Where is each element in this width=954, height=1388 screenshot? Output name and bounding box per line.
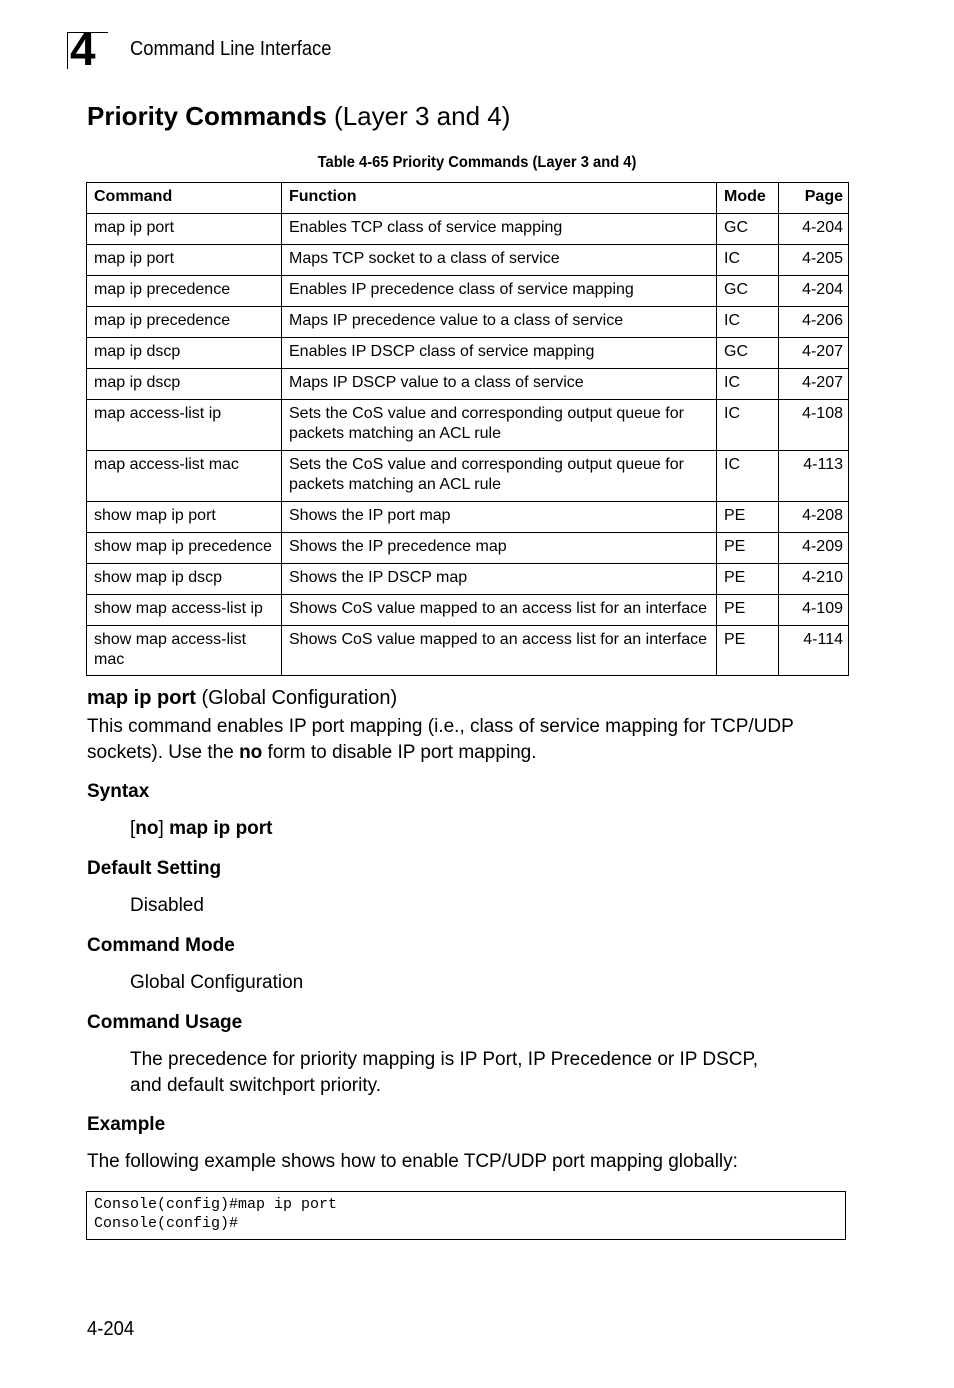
- table-row: [87, 451, 849, 502]
- command-name: map ip port: [87, 687, 196, 709]
- column-header-command: Command: [87, 183, 282, 214]
- cell-page: 4-208: [779, 502, 849, 533]
- column-header-page: Page: [779, 183, 849, 214]
- default-setting-value: Disabled: [130, 895, 204, 916]
- cell-command: map ip dscp: [87, 338, 282, 369]
- cell-function: Enables TCP class of service mapping: [282, 214, 717, 245]
- table-row: [87, 595, 849, 626]
- cell-page: 4-206: [779, 307, 849, 338]
- table-row: [87, 276, 849, 307]
- command-usage-line1: The precedence for priority mapping is IP Port, IP Precedence or IP DSCP,: [130, 1049, 759, 1070]
- command-description: [87, 714, 857, 766]
- command-description-part2: form to disable IP port mapping.: [262, 742, 537, 763]
- cell-command: show map ip dscp: [87, 564, 282, 595]
- syntax-open-bracket: [: [130, 818, 136, 839]
- cell-mode: IC: [717, 400, 779, 451]
- section-title-rest: (Layer 3 and 4): [326, 101, 511, 131]
- cell-mode: PE: [717, 595, 779, 626]
- cell-function: Maps IP DSCP value to a class of service: [282, 369, 717, 400]
- table-row: [87, 338, 849, 369]
- table-row: [87, 245, 849, 276]
- cell-command: map ip dscp: [87, 369, 282, 400]
- cell-function: Sets the CoS value and corresponding output queue for packets matching an ACL rule: [282, 451, 717, 502]
- cell-command: show map ip precedence: [87, 533, 282, 564]
- cell-function: Shows the IP precedence map: [282, 533, 717, 564]
- example-heading: Example: [87, 1114, 166, 1135]
- cell-page: 4-109: [779, 595, 849, 626]
- command-mode-value: Global Configuration: [130, 972, 304, 993]
- cell-page: 4-207: [779, 338, 849, 369]
- cell-mode: IC: [717, 369, 779, 400]
- table-row: [87, 626, 849, 676]
- table-row: [87, 214, 849, 245]
- cell-mode: GC: [717, 214, 779, 245]
- syntax-heading: Syntax: [87, 781, 150, 802]
- cell-function: Maps IP precedence value to a class of service: [282, 307, 717, 338]
- syntax-line: [130, 816, 273, 842]
- cell-page: 4-108: [779, 400, 849, 451]
- cell-command: map ip port: [87, 245, 282, 276]
- cell-command: map ip precedence: [87, 276, 282, 307]
- table-row: [87, 502, 849, 533]
- code-line: Console(config)#map ip port: [94, 1196, 338, 1213]
- chapter-number: 4: [70, 23, 96, 75]
- cell-page: 4-204: [779, 214, 849, 245]
- syntax-close-bracket: ]: [158, 818, 170, 839]
- cell-page: 4-113: [779, 451, 849, 502]
- cell-mode: PE: [717, 502, 779, 533]
- command-context: (Global Configuration): [195, 687, 398, 709]
- command-description-part1: This command enables IP port mapping (i.e., class of service mapping for TCP/UDP sockets). Use the: [87, 716, 794, 763]
- table-row: [87, 307, 849, 338]
- page-number: 4-204: [87, 1318, 135, 1340]
- cell-mode: IC: [717, 307, 779, 338]
- cell-page: 4-205: [779, 245, 849, 276]
- cell-function: Shows the IP port map: [282, 502, 717, 533]
- cell-function: Shows CoS value mapped to an access list for an interface: [282, 626, 717, 676]
- cell-page: 4-207: [779, 369, 849, 400]
- table-caption: Table 4-65 Priority Commands (Layer 3 and 4): [317, 154, 637, 171]
- cell-function: Enables IP precedence class of service mapping: [282, 276, 717, 307]
- syntax-no: no: [135, 818, 159, 839]
- table-row: [87, 369, 849, 400]
- default-setting-heading: Default Setting: [87, 858, 222, 879]
- cell-mode: PE: [717, 626, 779, 676]
- table-row: [87, 564, 849, 595]
- cell-command: map ip port: [87, 214, 282, 245]
- cell-mode: PE: [717, 564, 779, 595]
- cell-function: Shows the IP DSCP map: [282, 564, 717, 595]
- column-header-function: Function: [282, 183, 717, 214]
- cell-mode: GC: [717, 276, 779, 307]
- cell-mode: IC: [717, 245, 779, 276]
- cell-page: 4-114: [779, 626, 849, 676]
- table-row: [87, 400, 849, 451]
- priority-commands-table: [86, 182, 849, 676]
- command-description-bold: no: [239, 742, 263, 763]
- cell-command: map ip precedence: [87, 307, 282, 338]
- cell-page: 4-209: [779, 533, 849, 564]
- syntax-command: map ip port: [169, 818, 273, 839]
- section-title: [87, 100, 510, 132]
- cell-function: Enables IP DSCP class of service mapping: [282, 338, 717, 369]
- command-heading: [87, 685, 397, 711]
- cell-function: Shows CoS value mapped to an access list for an interface: [282, 595, 717, 626]
- cell-command: map access-list ip: [87, 400, 282, 451]
- column-header-mode: Mode: [717, 183, 779, 214]
- table-row: [87, 533, 849, 564]
- command-usage-line2: and default switchport priority.: [130, 1075, 381, 1096]
- cell-mode: IC: [717, 451, 779, 502]
- section-title-bold: Priority Commands: [87, 101, 327, 131]
- cell-mode: GC: [717, 338, 779, 369]
- cell-command: show map ip port: [87, 502, 282, 533]
- example-intro: The following example shows how to enable TCP/UDP port mapping globally:: [87, 1151, 738, 1172]
- table-header-row: [87, 183, 849, 214]
- cell-function: Sets the CoS value and corresponding output queue for packets matching an ACL rule: [282, 400, 717, 451]
- cell-function: Maps TCP socket to a class of service: [282, 245, 717, 276]
- running-header: Command Line Interface: [130, 38, 332, 60]
- command-usage-heading: Command Usage: [87, 1012, 243, 1033]
- cell-command: map access-list mac: [87, 451, 282, 502]
- code-line: Console(config)#: [94, 1215, 239, 1232]
- cell-command: show map access-list ip: [87, 595, 282, 626]
- command-mode-heading: Command Mode: [87, 935, 235, 956]
- cell-mode: PE: [717, 533, 779, 564]
- cell-page: 4-204: [779, 276, 849, 307]
- cell-command: show map access-list mac: [87, 626, 282, 676]
- cell-page: 4-210: [779, 564, 849, 595]
